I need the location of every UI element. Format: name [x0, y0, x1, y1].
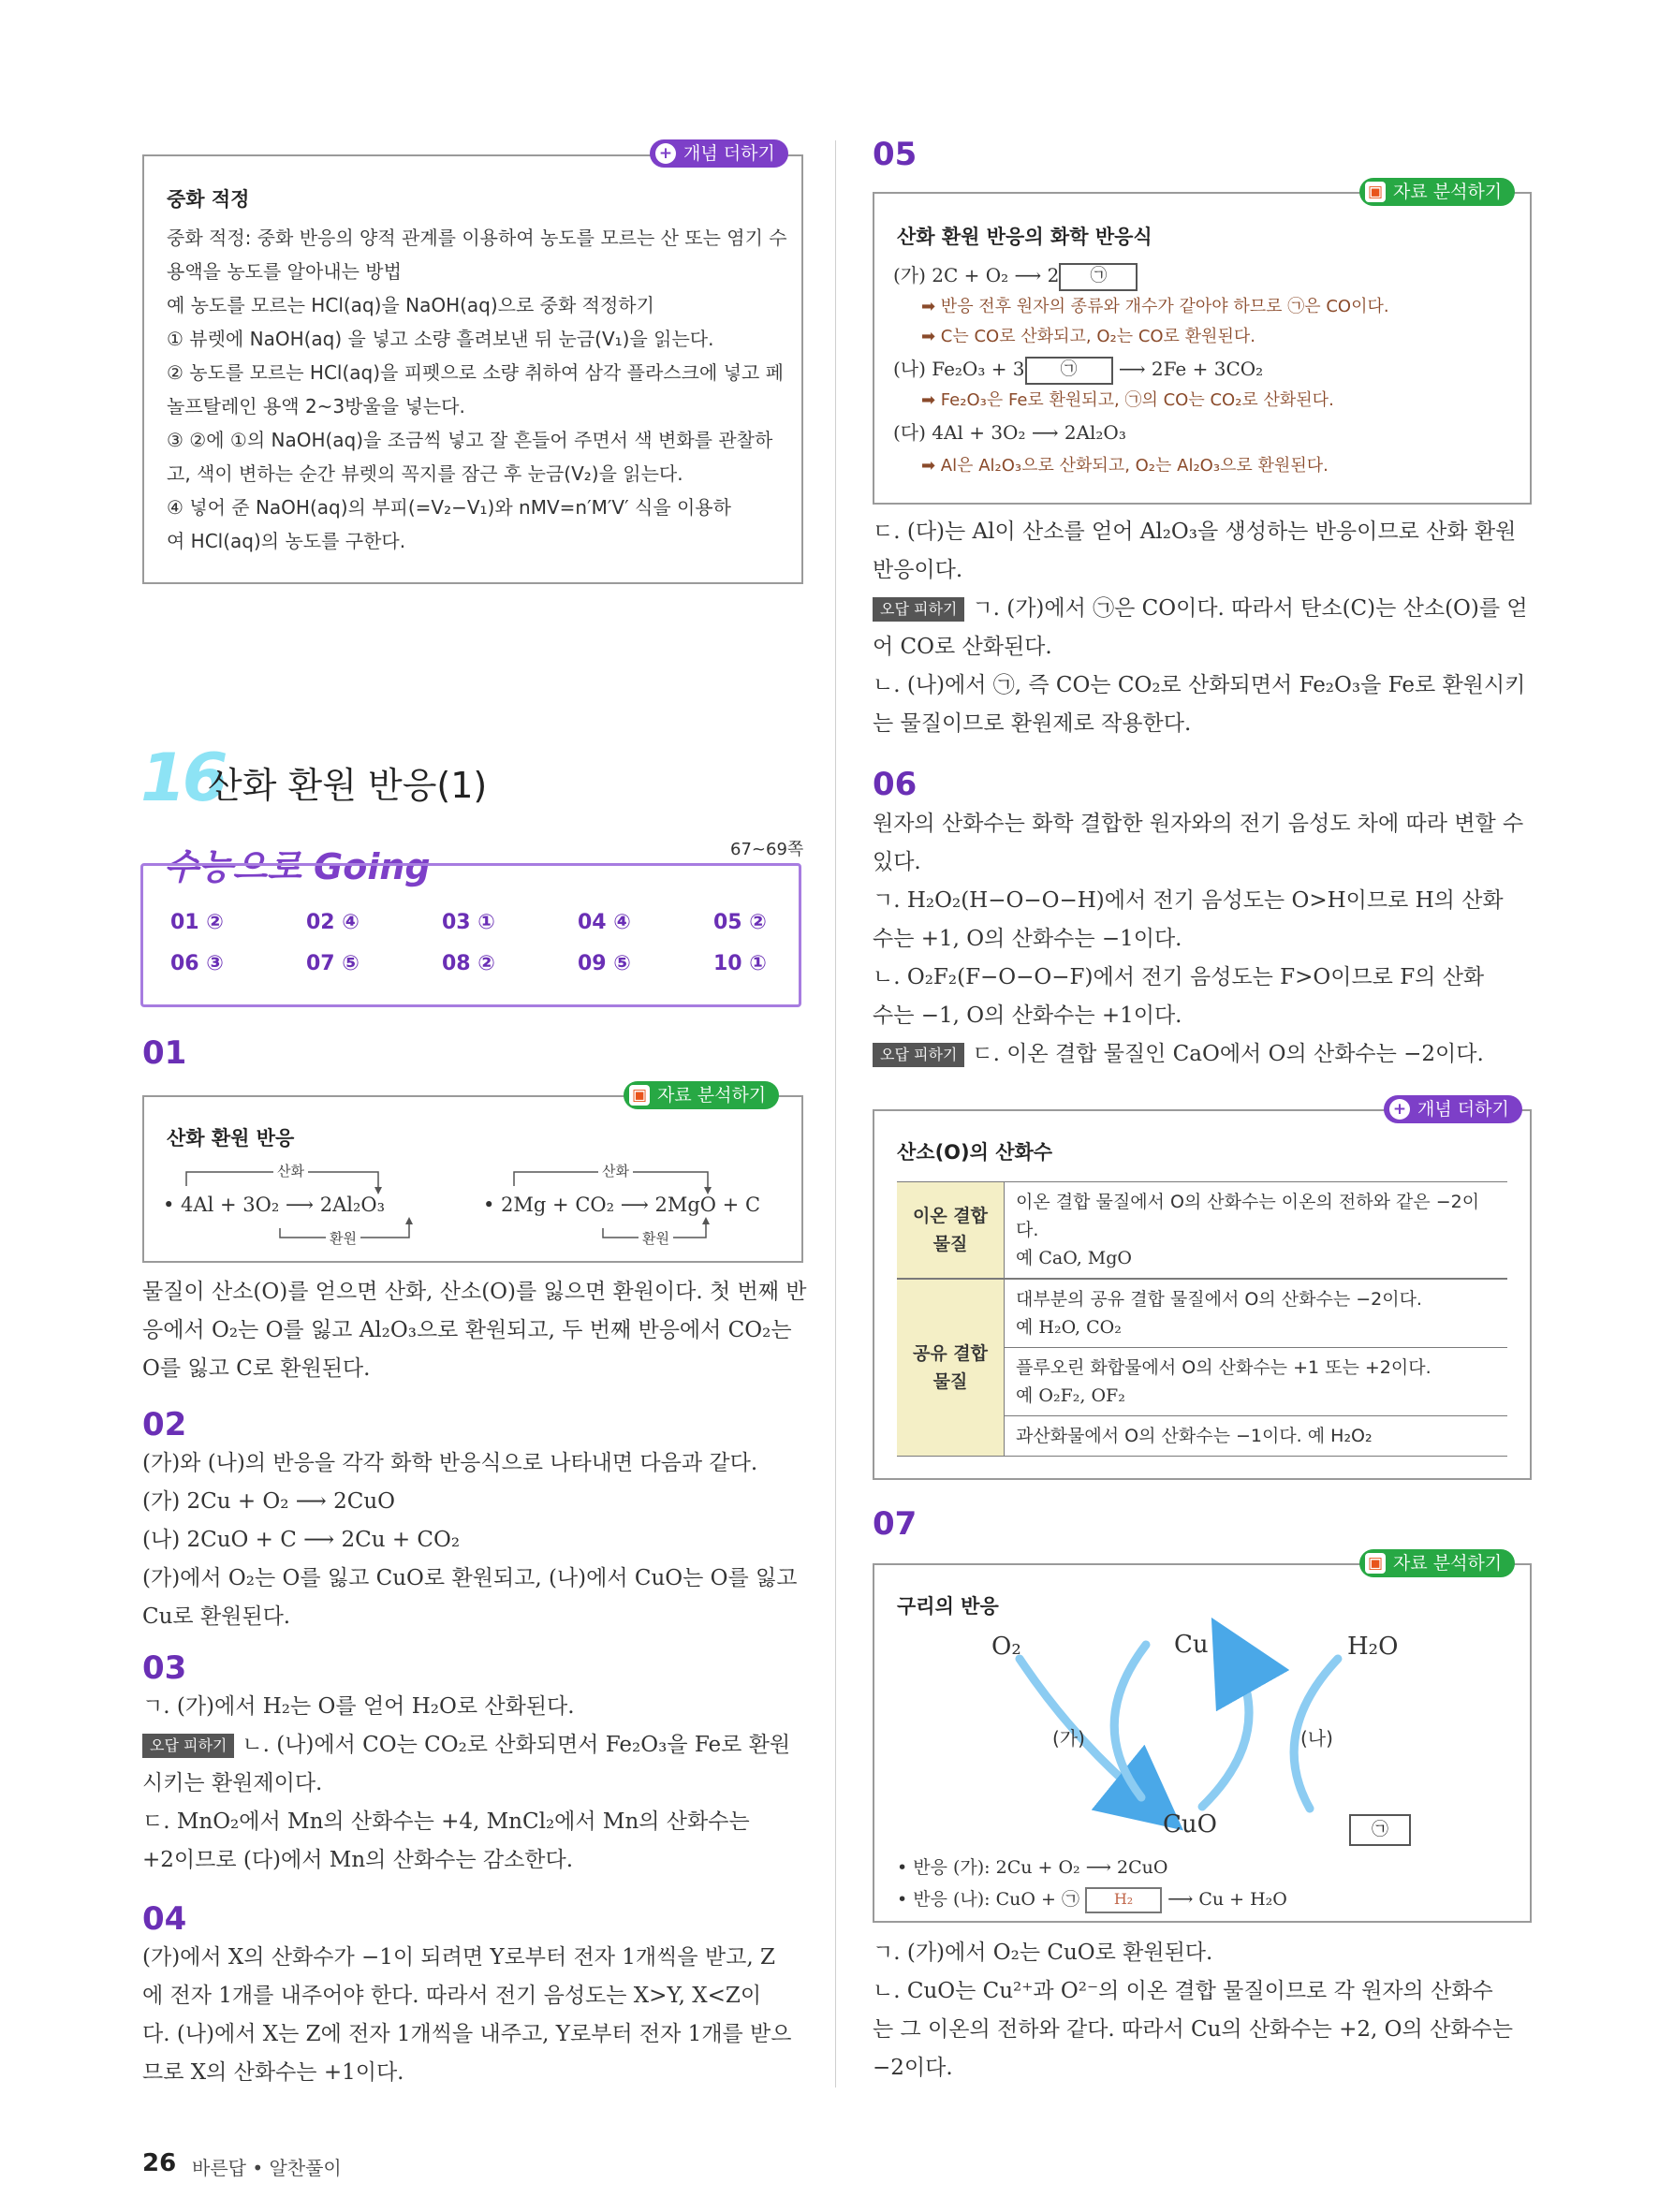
text-line: 시키는 환원제이다.	[142, 1771, 323, 1795]
box-line: 중화 적정: 중화 반응의 양적 관계를 이용하여 농도를 모르는 산 또는 염기 수	[167, 227, 787, 249]
text-line: ㄱ. H₂O₂(H−O−O−H)에서 전기 음성도는 O>H이므로 H의 산화	[873, 888, 1504, 913]
blank-label: ㉠	[1090, 265, 1108, 286]
section-title: 산화 환원 반응(1)	[208, 765, 488, 806]
answer-item: 09 ⑤	[578, 952, 631, 975]
text-line: 반응이다.	[873, 558, 963, 582]
answer-item: 08 ②	[442, 952, 495, 975]
box-title: 구리의 반응	[897, 1595, 999, 1618]
concept-badge	[650, 139, 788, 168]
text-line: 다. (나)에서 X는 Z에 전자 1개씩을 내주고, Y로부터 전자 1개를 받으	[142, 2022, 792, 2046]
text-line-with-tag	[873, 1035, 1547, 1074]
badge-label: 자료 분석하기	[1393, 1553, 1503, 1574]
book-title: 바른답 • 알찬풀이	[192, 2157, 342, 2179]
answer-item: 10 ①	[713, 952, 767, 975]
answer-item: 04 ④	[578, 911, 631, 934]
text-line: ㄴ. O₂F₂(F−O−O−F)에서 전기 음성도는 F>O이므로 F의 산화	[873, 965, 1485, 989]
table-row	[897, 1182, 1507, 1280]
data-box-redox-equations	[873, 182, 1532, 505]
text-line: ㄴ. (나)에서 CO는 CO₂로 산화되면서 Fe₂O₃을 Fe로 환원	[242, 1733, 791, 1757]
answer-item: 01 ②	[170, 911, 224, 934]
text-line: ㄴ. CuO는 Cu²⁺과 O²⁻의 이온 결합 물질이므로 각 원자의 산화수	[873, 1979, 1493, 2003]
note-b: ➡ Fe₂O₃은 Fe로 환원되고, ㉠의 CO는 CO₂로 산화된다.	[921, 390, 1334, 410]
label-h2o: H₂O	[1347, 1633, 1399, 1661]
oxidation-label: 산화	[598, 1157, 633, 1185]
oxidation-label: 산화	[273, 1157, 308, 1185]
cell-text: 공유 결합 물질	[912, 1343, 989, 1392]
text-line: 수는 −1, O의 산화수는 +1이다.	[873, 1003, 1182, 1028]
data-box-copper	[873, 1553, 1532, 1923]
cell-example: 예 O₂F₂, OF₂	[1016, 1385, 1125, 1406]
note-a2: ➡ C는 CO로 산화되고, O₂는 CO로 환원된다.	[921, 327, 1255, 346]
text-line: O를 잃고 C로 환원된다.	[142, 1356, 371, 1381]
q05-explanation	[873, 513, 1547, 743]
equation-text: ⟶ 2Fe + 3CO₂	[1118, 358, 1264, 380]
table-cell	[1005, 1416, 1508, 1457]
box-line: 용액을 농도를 알아내는 방법	[167, 260, 402, 283]
chart-icon: ▣	[1365, 1553, 1386, 1574]
data-box-redox	[142, 1085, 803, 1263]
answer-item: 06 ③	[170, 952, 224, 975]
text-line: 어 CO로 산화된다.	[873, 635, 1052, 659]
chart-icon: ▣	[629, 1085, 650, 1106]
table-cell	[1005, 1182, 1508, 1280]
badge-label: 자료 분석하기	[657, 1085, 767, 1106]
note-c: ➡ Al은 Al₂O₃으로 산화되고, O₂는 Al₂O₃으로 환원된다.	[921, 456, 1329, 476]
redox-arrows	[144, 1097, 801, 1261]
q06-explanation	[873, 805, 1547, 1074]
question-number-06: 06	[873, 766, 918, 803]
label-cu: Cu	[1174, 1631, 1209, 1659]
box-line: 여 HCl(aq)의 농도를 구한다.	[167, 530, 406, 552]
text-line: ㄷ. MnO₂에서 Mn의 산화수는 +4, MnCl₂에서 Mn의 산화수는	[142, 1809, 750, 1834]
table-cell	[1005, 1348, 1508, 1416]
wrong-answer-tag: 오답 피하기	[873, 597, 964, 622]
equation-text: • 반응 (나): CuO + ㉠	[897, 1889, 1079, 1910]
going-answer-box	[140, 863, 801, 1007]
cell-text: 이온 결합 물질에서 O의 산화수는 이온의 전하와 같은 −2이다.	[1016, 1192, 1480, 1240]
blank-label: ㉠	[1060, 359, 1078, 379]
answer-item: 07 ⑤	[306, 952, 360, 975]
box-title: 중화 적정	[167, 188, 250, 211]
box-title: 산소(O)의 산화수	[897, 1141, 1053, 1164]
q07-explanation	[873, 1934, 1547, 2087]
blank-label: ㉠	[1372, 1820, 1388, 1839]
cell-text: 이온 결합 물질	[912, 1206, 989, 1254]
q04-explanation	[142, 1939, 807, 2092]
plus-icon: +	[1389, 1099, 1410, 1120]
label-o2: O₂	[991, 1633, 1021, 1661]
label-cuo: CuO	[1163, 1810, 1217, 1838]
q01-explanation	[142, 1273, 807, 1388]
text-line: (가)에서 X의 산화수가 −1이 되려면 Y로부터 전자 1개씩을 받고, Z	[142, 1945, 775, 1970]
equation-text: (나) Fe₂O₃ + 3	[893, 358, 1025, 380]
answer-box	[1085, 1887, 1162, 1913]
text-line: −2이다.	[873, 2056, 953, 2080]
concept-box-titration	[142, 143, 803, 584]
reduction-label: 환원	[326, 1224, 360, 1252]
text-line: 므로 X의 산화수는 +1이다.	[142, 2060, 404, 2085]
question-number-02: 02	[142, 1406, 187, 1443]
blank-box	[1025, 357, 1113, 385]
oxygen-oxidation-table	[897, 1181, 1507, 1457]
going-pages: 67~69쪽	[730, 840, 804, 859]
text-line: ㄷ. 이온 결합 물질인 CaO에서 O의 산화수는 −2이다.	[972, 1042, 1484, 1066]
cell-example: 예 H₂O, CO₂	[1016, 1317, 1122, 1338]
text-line: ㄷ. (다)는 Al이 산소를 얻어 Al₂O₃을 생성하는 반응이므로 산화 환원	[873, 520, 1517, 544]
data-badge	[1359, 178, 1515, 206]
box-line: 놀프탈레인 용액 2~3방울을 넣는다.	[167, 395, 465, 417]
note-a1: ➡ 반응 전후 원자의 종류와 개수가 같아야 하므로 ㉠은 CO이다.	[921, 297, 1389, 316]
plus-icon: +	[655, 143, 676, 164]
answer-item: 02 ④	[306, 911, 360, 934]
blank-box	[1059, 263, 1138, 291]
text-line: ㄱ. (가)에서 H₂는 O를 얻어 H₂O로 산화된다.	[142, 1694, 575, 1719]
q03-explanation	[142, 1688, 807, 1880]
box-line: 고, 색이 변하는 순간 뷰렛의 꼭지를 잠근 후 눈금(V₂)을 읽는다.	[167, 462, 683, 485]
text-line: ㄱ. (가)에서 O₂는 CuO로 환원된다.	[873, 1941, 1213, 1965]
answer-item: 03 ①	[442, 911, 495, 934]
equation-1: • 4Al + 3O₂ ⟶ 2Al₂O₃	[163, 1194, 385, 1216]
text-line: 는 그 이온의 전하와 같다. 따라서 Cu의 산화수는 +2, O의 산화수는	[873, 2017, 1513, 2042]
text-line: (가)에서 O₂는 O를 잃고 CuO로 환원되고, (나)에서 CuO는 O를 잃고	[142, 1566, 798, 1590]
equation-c: (다) 4Al + 3O₂ ⟶ 2Al₂O₃	[893, 421, 1126, 444]
blank-box	[1349, 1814, 1411, 1846]
text-line: ㄱ. (가)에서 ㉠은 CO이다. 따라서 탄소(C)는 산소(O)를 얻	[972, 596, 1528, 621]
label-na: (나)	[1300, 1727, 1333, 1750]
text-line: (가) 2Cu + O₂ ⟶ 2CuO	[142, 1489, 395, 1514]
question-number-04: 04	[142, 1900, 187, 1938]
column-divider	[835, 140, 836, 2087]
text-line: (나) 2CuO + C ⟶ 2Cu + CO₂	[142, 1528, 461, 1552]
chart-icon: ▣	[1365, 182, 1386, 202]
wrong-answer-tag: 오답 피하기	[142, 1734, 234, 1758]
text-line: 물질이 산소(O)를 얻으면 산화, 산소(O)를 잃으면 환원이다. 첫 번째 반	[142, 1280, 807, 1304]
box-title: 산화 환원 반응	[167, 1127, 295, 1150]
text-line: ㄴ. (나)에서 ㉠, 즉 CO는 CO₂로 산화되면서 Fe₂O₃을 Fe로 환원시키	[873, 673, 1526, 697]
equation-b	[893, 355, 1263, 385]
question-number-07: 07	[873, 1505, 918, 1543]
equation-text: (가) 2C + O₂ ⟶ 2	[893, 264, 1060, 286]
text-line: +2이므로 (다)에서 Mn의 산화수는 감소한다.	[142, 1848, 574, 1872]
concept-badge	[1384, 1095, 1522, 1123]
concept-box-oxygen	[873, 1099, 1532, 1480]
text-line: 수는 +1, O의 산화수는 −1이다.	[873, 927, 1182, 951]
equation-text: ⟶ Cu + H₂O	[1167, 1889, 1287, 1910]
table-header-ionic	[897, 1182, 1005, 1280]
text-line: 에 전자 1개를 내주어야 한다. 따라서 전기 음성도는 X>Y, X<Z이	[142, 1984, 762, 2008]
equation-2: • 2Mg + CO₂ ⟶ 2MgO + C	[483, 1194, 761, 1216]
cell-text: 대부분의 공유 결합 물질에서 O의 산화수는 −2이다.	[1016, 1289, 1422, 1310]
equation-a	[893, 261, 1138, 291]
cell-example: 예 CaO, MgO	[1016, 1248, 1132, 1268]
text-line: Cu로 환원된다.	[142, 1604, 291, 1629]
question-number-01: 01	[142, 1034, 187, 1072]
reaction-b	[897, 1885, 1287, 1913]
text-line-with-tag	[873, 590, 1547, 628]
box-line: ① 뷰렛에 NaOH(aq) 을 넣고 소량 흘려보낸 뒤 눈금(V₁)을 읽는다.	[167, 328, 714, 350]
box-line: ④ 넣어 준 NaOH(aq)의 부피(=V₂−V₁)와 nMV=n′M′V′ 식을 이용하	[167, 496, 731, 519]
badge-label: 개념 더하기	[683, 143, 775, 164]
cell-text: 과산화물에서 O의 산화수는 −1이다. 예 H₂O₂	[1016, 1426, 1373, 1446]
q02-explanation	[142, 1444, 807, 1636]
reduction-label: 환원	[639, 1224, 673, 1252]
answer-item: 05 ②	[713, 911, 767, 934]
text-line: 응에서 O₂는 O를 잃고 Al₂O₃으로 환원되고, 두 번째 반응에서 CO₂는	[142, 1318, 792, 1342]
box-line: 예 농도를 모르는 HCl(aq)을 NaOH(aq)으로 중화 적정하기	[167, 294, 654, 316]
badge-label: 자료 분석하기	[1393, 182, 1503, 202]
box-line: ② 농도를 모르는 HCl(aq)을 피펫으로 소량 취하여 삼각 플라스크에 넣고 페	[167, 361, 784, 384]
table-cell	[1005, 1279, 1508, 1348]
table-row	[897, 1279, 1507, 1348]
text-line: 는 물질이므로 환원제로 작용한다.	[873, 711, 1192, 736]
text-line: 원자의 산화수는 화학 결합한 원자와의 전기 음성도 차에 따라 변할 수	[873, 812, 1524, 836]
box-line: ③ ②에 ①의 NaOH(aq)을 조금씩 넣고 잘 흔들어 주면서 색 변화를 관찰하	[167, 429, 773, 451]
label-ga: (가)	[1052, 1727, 1085, 1750]
section-number: 16	[140, 740, 225, 816]
text-line-with-tag	[142, 1726, 807, 1765]
cell-text: 플루오린 화합물에서 O의 산화수는 +1 또는 +2이다.	[1016, 1357, 1431, 1378]
box-title: 산화 환원 반응의 화학 반응식	[897, 226, 1152, 248]
table-header-covalent	[897, 1279, 1005, 1457]
wrong-answer-tag: 오답 피하기	[873, 1043, 964, 1067]
text-line: 있다.	[873, 850, 921, 874]
answer-box-text: H₂	[1113, 1890, 1134, 1908]
page-number: 26	[142, 2149, 177, 2177]
going-label-text: 수능으로 Going	[164, 846, 431, 887]
question-number-03: 03	[142, 1649, 187, 1687]
reaction-a: • 반응 (가): 2Cu + O₂ ⟶ 2CuO	[897, 1857, 1168, 1878]
text-line: (가)와 (나)의 반응을 각각 화학 반응식으로 나타내면 다음과 같다.	[142, 1451, 758, 1475]
badge-label: 개념 더하기	[1417, 1099, 1509, 1120]
question-number-05: 05	[873, 136, 918, 173]
